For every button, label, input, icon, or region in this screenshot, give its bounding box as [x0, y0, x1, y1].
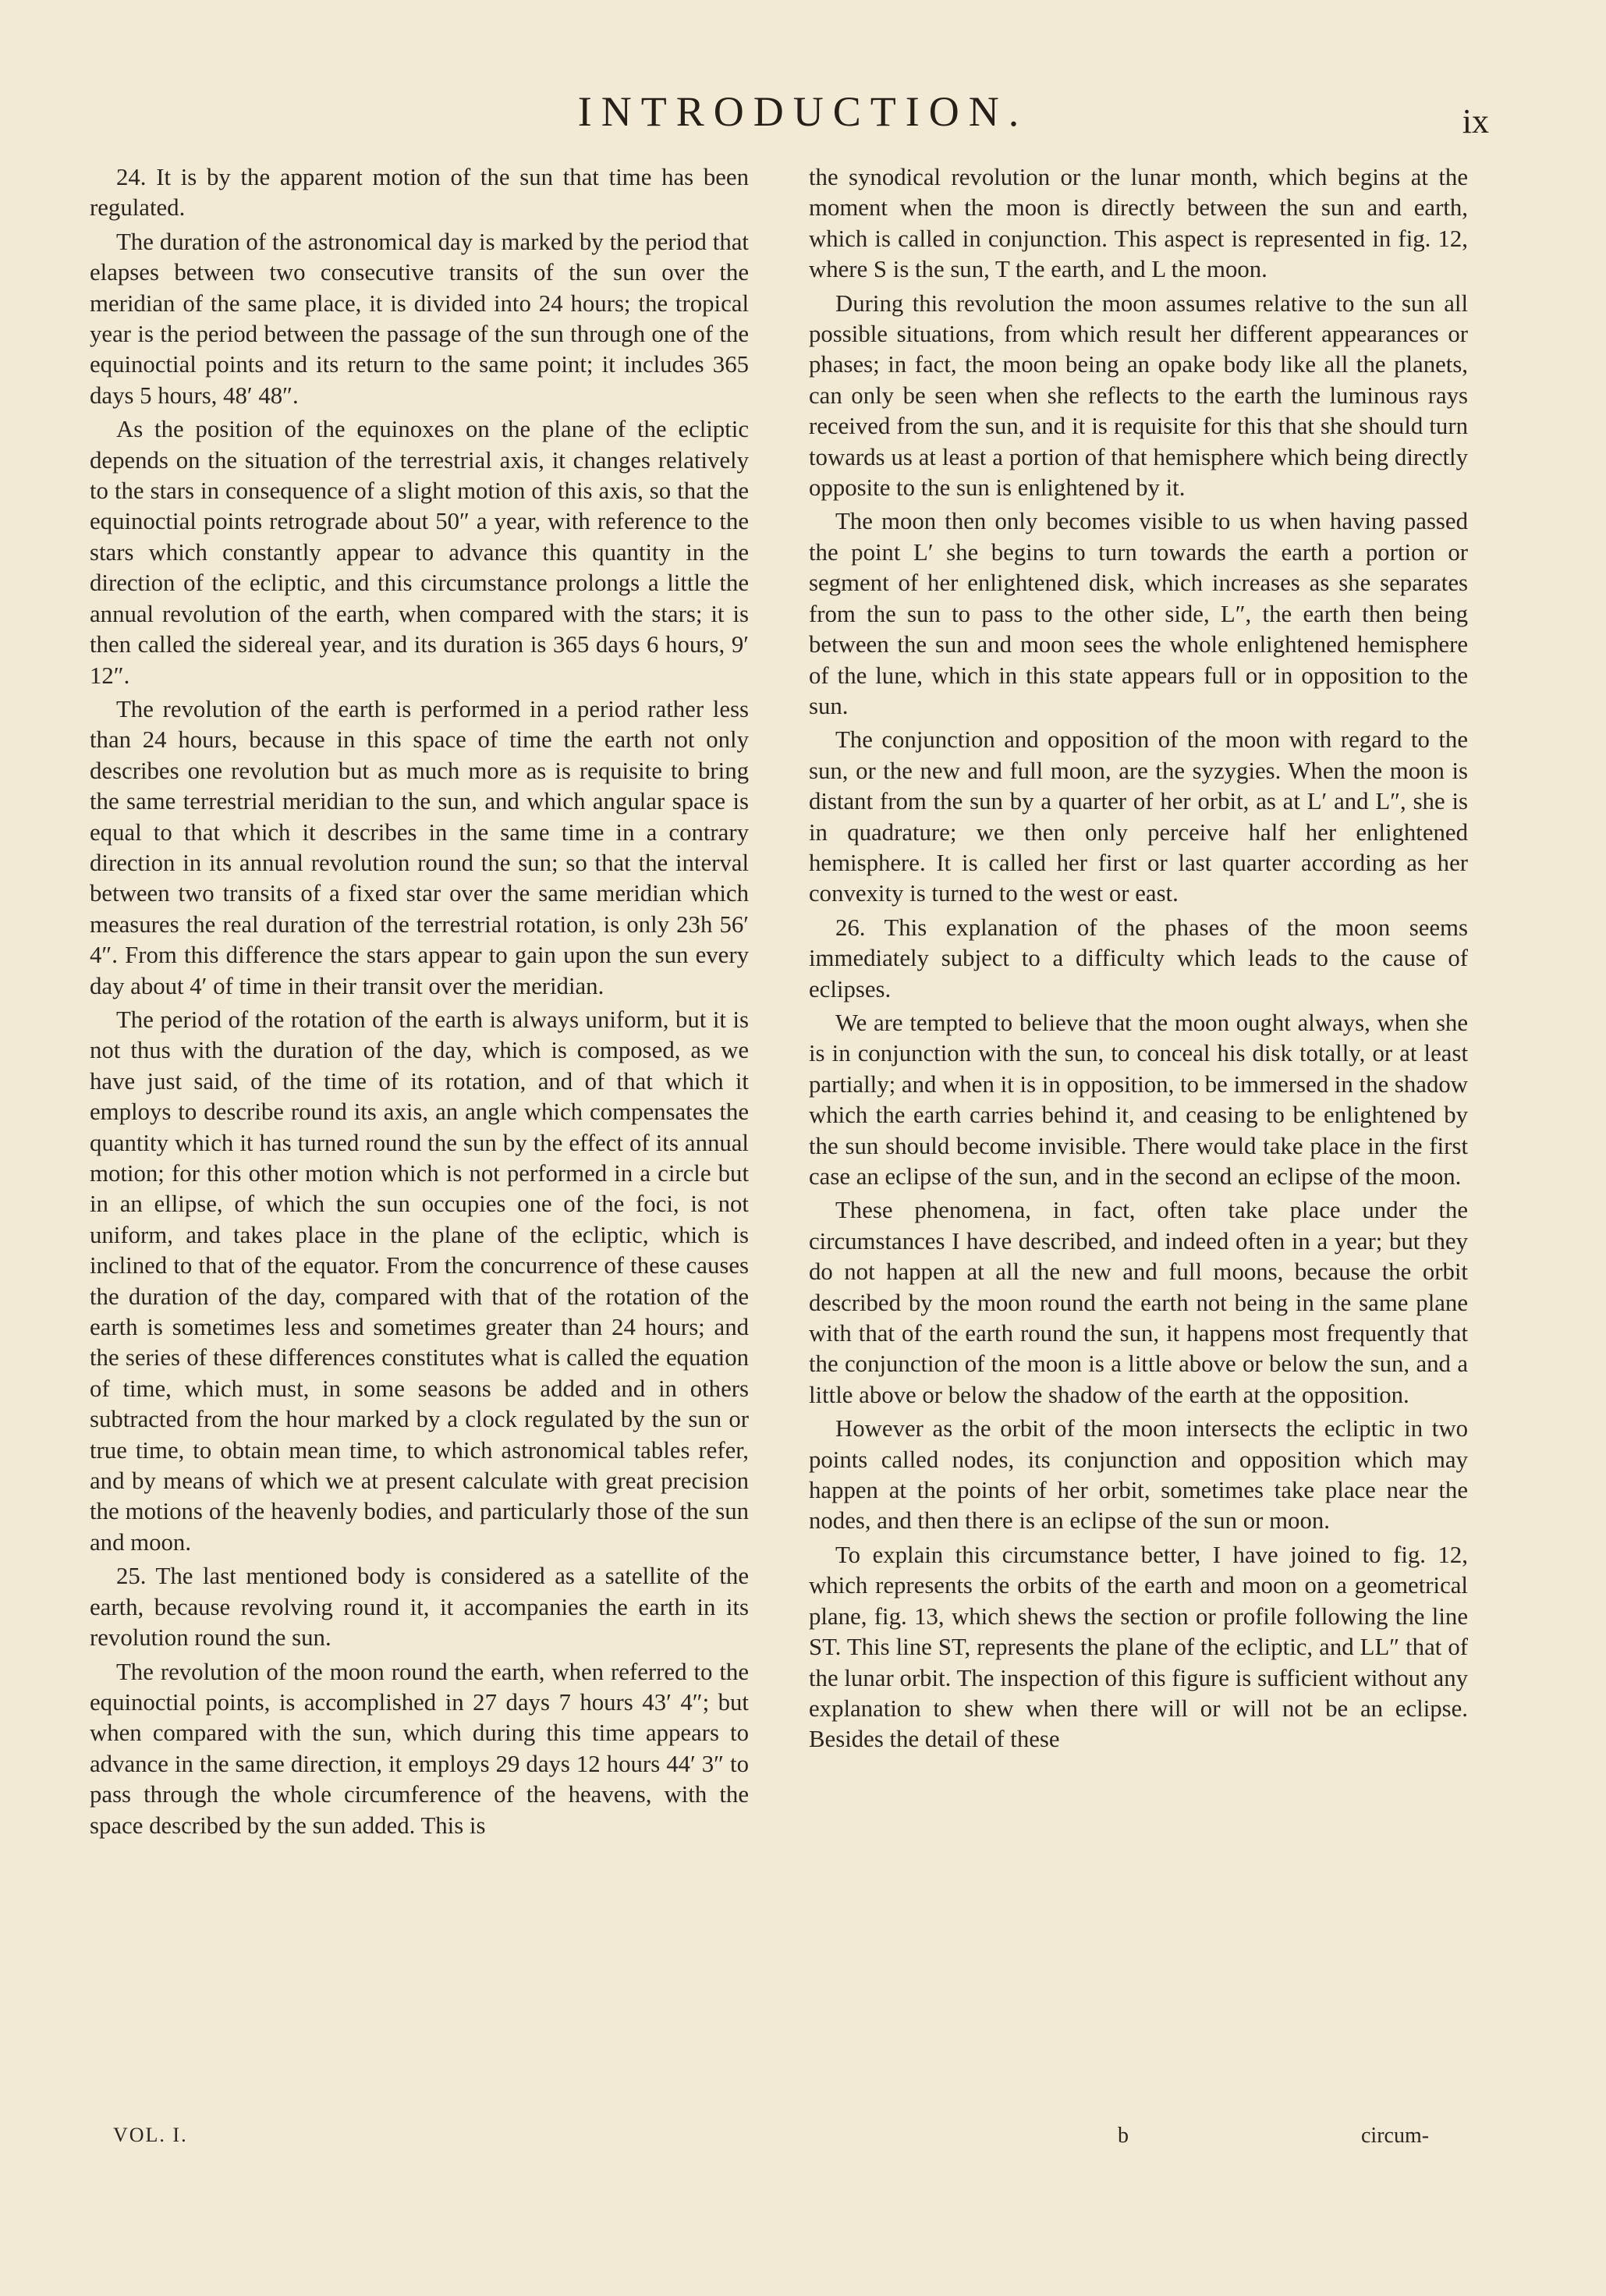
catchword: circum- — [1361, 2124, 1430, 2148]
paragraph: 25. The last mentioned body is considered as a satellite of the earth, because revolving round it, it accompanies the earth in its revolution round the sun. — [90, 1563, 749, 1652]
right-column — [809, 162, 1468, 1755]
signature-mark: b — [1118, 2124, 1129, 2148]
paragraph: the synodical revolution or the lunar month, which begins at the moment when the moon is directly between the sun and earth, which is called in conjunction. This aspect is represented in fig. 12, where S is the sun, T the earth, and L the moon. — [809, 164, 1468, 283]
paragraph: 24. It is by the apparent motion of the sun that time has been regulated. — [90, 164, 749, 222]
paragraph: The period of the rotation of the earth is always uniform, but it is not thus with the duration of the day, which is composed, as we have just said, of the time of its rotation, and of that which it employs to describe round its axis, an angle which compensates the quantity which it has turned round the sun by the effect of its annual motion; for this other motion which is not performed in a circle but in an ellipse, of which the sun occupies one of the foci, is not uniform, and takes place in the plane of the ecliptic, which is inclined to that of the equator. From the concurrence of these causes the duration of the day, compared with that of the rotation of the earth is sometimes less and sometimes greater than 24 hours; and the series of these differences constitutes what is called the equation of time, which must, in some seasons be added and in others subtracted from the hour marked by a clock regulated by the sun or true time, to obtain mean time, to which astronomical tables refer, and by means of which we at present calculate with great precision the motions of the heavenly bodies, and particularly those of the sun and moon. — [90, 1006, 749, 1556]
volume-mark: VOL. I. — [113, 2124, 188, 2146]
running-head: INTRODUCTION. — [577, 88, 1029, 135]
paragraph: The duration of the astronomical day is marked by the period that elapses between two consecutive transits of the sun over the meridian of the same place, it is divided into 24 hours; the tropical year is the period between the passage of the sun through one of the equinoctial points and its return to the same point; it includes 365 days 5 hours, 48′ 48″. — [90, 228, 749, 409]
paragraph: The revolution of the earth is performed in a period rather less than 24 hours, because in this space of time the earth not only describes one revolution but as much more as is requisite to bring the same terrestrial meridian to the sun, and which angular space is equal to that which it describes in the same time in a contrary direction in its annual revolution round the sun; so that the interval between two transits of a fixed star over the same meridian which measures the real duration of the terrestrial rotation, is only 23h 56′ 4″. From this difference the stars appear to gain upon the sun every day about 4′ of time in their transit over the meridian. — [90, 695, 749, 999]
paragraph: These phenomena, in fact, often take place under the circumstances I have described, and indeed often in a year; but they do not happen at all the new and full moons, because the orbit described by the moon round the earth not being in the same plane with that of the earth round the sun, it happens most frequently that the conjunction of the moon is a little above or below the sun, and a little above or below the shadow of the earth at the opposition. — [809, 1197, 1468, 1408]
paragraph: As the position of the equinoxes on the plane of the ecliptic depends on the situation of the terrestrial axis, it changes relatively to the stars in consequence of a slight motion of this axis, so that the equinoctial points retrograde about 50″ a year, with reference to the stars which constantly appear to advance this quantity in the direction of the ecliptic, and this circumstance prolongs a little the annual revolution of the earth, when compared with the stars; it is then called the sidereal year, and its duration is 365 days 6 hours, 9′ 12″. — [90, 416, 749, 689]
paragraph: The moon then only becomes visible to us when having passed the point L′ she begins to turn towards the earth a portion or segment of her enlightened disk, which increases as she separates from the sun to pass to the other side, L″, the earth then being between the sun and moon sees the whole enlightened hemisphere of the lune, which in this state appears full or in opposition to the sun. — [809, 508, 1468, 719]
paragraph: The conjunction and opposition of the moon with regard to the sun, or the new and full moon, are the syzygies. When the moon is distant from the sun by a quarter of her orbit, as at L′ and L″, she is in quadrature; we then only perceive half her enlightened hemisphere. It is called her first or last quarter according as her convexity is turned to the west or east. — [809, 726, 1468, 907]
paragraph: 26. This explanation of the phases of the moon seems immediately subject to a difficulty which leads to the cause of eclipses. — [809, 914, 1468, 1003]
page-number: ix — [1462, 102, 1489, 140]
paragraph: However as the orbit of the moon intersects the ecliptic in two points called nodes, its conjunction and opposition which may happen at the points of her orbit, sometimes take place near the nodes, and then there is an eclipse of the sun or moon. — [809, 1415, 1468, 1535]
paragraph: We are tempted to believe that the moon ought always, when she is in conjunction with the sun, to conceal his disk totally, or at least partially; and when it is in opposition, to be immersed in the shadow which the earth carries behind it, and ceasing to be enlightened by the sun should become invisible. There would take place in the first case an eclipse of the sun, and in the second an eclipse of the moon. — [809, 1009, 1468, 1190]
paragraph: During this revolution the moon assumes relative to the sun all possible situations, from which result her different appearances or phases; in fact, the moon being an opake body like all the planets, can only be seen when she reflects to the earth the luminous rays received from the sun, and it is requisite for this that she should turn towards us at least a portion of that hemisphere which being directly opposite to the sun is enlightened by it. — [809, 289, 1468, 502]
left-column — [90, 162, 749, 1841]
paragraph: The revolution of the moon round the earth, when referred to the equinoctial points, is accomplished in 27 days 7 hours 43′ 4″; but when compared with the sun, which during this time appears to advance in the same direction, it employs 29 days 12 hours 44′ 3″ to pass through the whole circumference of the heavens, with the space described by the sun added. This is — [90, 1658, 749, 1839]
paragraph: To explain this circumstance better, I have joined to fig. 12, which represents the orbits of the earth and moon on a geometrical plane, fig. 13, which shews the section or profile following the line ST. This line ST, represents the plane of the ecliptic, and LL″ that of the lunar orbit. The inspection of this figure is sufficient without any explanation to shew when there will or will not be an eclipse. Besides the detail of these — [809, 1541, 1468, 1753]
